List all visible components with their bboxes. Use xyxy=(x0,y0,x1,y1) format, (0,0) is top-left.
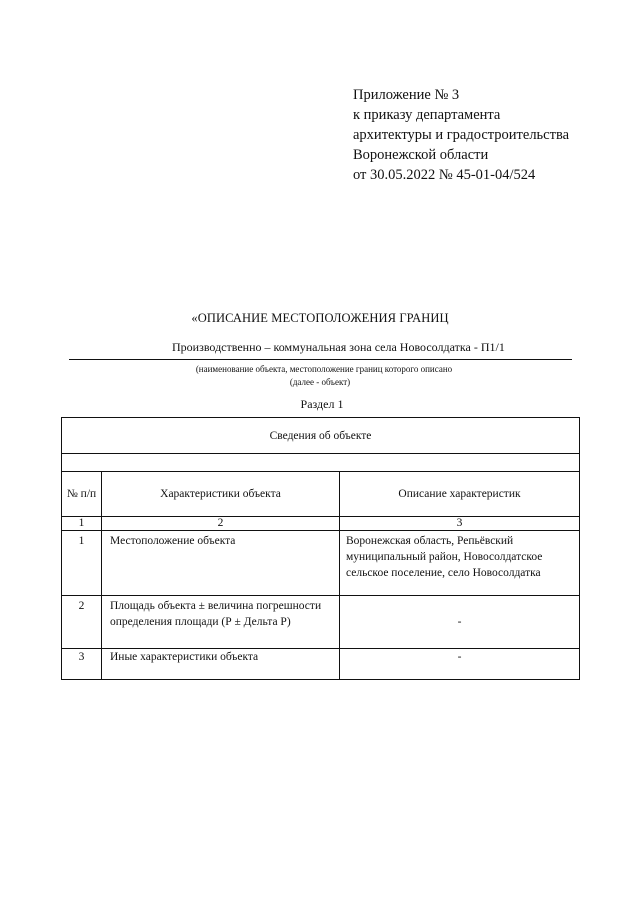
table-empty-row xyxy=(62,454,580,472)
column-number-row xyxy=(62,517,580,531)
appendix-line: Воронежской области xyxy=(353,147,489,163)
appendix-line: от 30.05.2022 № 45-01-04/524 xyxy=(353,167,536,183)
object-info-table xyxy=(61,417,580,680)
table-caption: Сведения об объекте xyxy=(62,418,580,454)
row-number: 2 xyxy=(62,596,102,649)
column-number: 3 xyxy=(340,517,580,531)
header-number: № п/п xyxy=(62,472,102,517)
object-name-caption: (наименование объекта, местоположение границ которого описано xyxy=(195,364,453,374)
column-number: 2 xyxy=(102,517,340,531)
appendix-line: Приложение № 3 xyxy=(353,87,460,103)
row-description: - xyxy=(340,649,580,680)
appendix-line: архитектуры и градостроительства xyxy=(353,127,570,143)
section-label: Раздел 1 xyxy=(300,397,344,411)
header-characteristic: Характеристики объекта xyxy=(102,472,340,517)
column-number: 1 xyxy=(62,517,102,531)
object-name: Производственно – коммунальная зона села Новосолдатка - П1/1 xyxy=(172,340,505,354)
document-title: «ОПИСАНИЕ МЕСТОПОЛОЖЕНИЯ ГРАНИЦ xyxy=(191,311,449,325)
row-characteristic: Иные характеристики объекта xyxy=(102,649,340,680)
appendix-block xyxy=(353,85,569,185)
header-description: Описание характеристик xyxy=(340,472,580,517)
row-characteristic: Местоположение объекта xyxy=(102,531,340,596)
table-row xyxy=(62,531,580,596)
table-header-row xyxy=(62,472,580,517)
table-row xyxy=(62,596,580,649)
appendix-line: к приказу департамента xyxy=(353,107,501,123)
row-description: - xyxy=(340,596,580,649)
underline-divider xyxy=(69,359,572,360)
row-number: 1 xyxy=(62,531,102,596)
row-number: 3 xyxy=(62,649,102,680)
object-name-caption-continued: (далее - объект) xyxy=(289,377,351,387)
table-row xyxy=(62,649,580,680)
row-characteristic: Площадь объекта ± величина погрешности определения площади (Р ± Дельта Р) xyxy=(102,596,340,649)
row-description: Воронежская область, Репьёвский муниципальный район, Новосолдатское сельское поселение, село Новосолдатка xyxy=(340,531,580,596)
